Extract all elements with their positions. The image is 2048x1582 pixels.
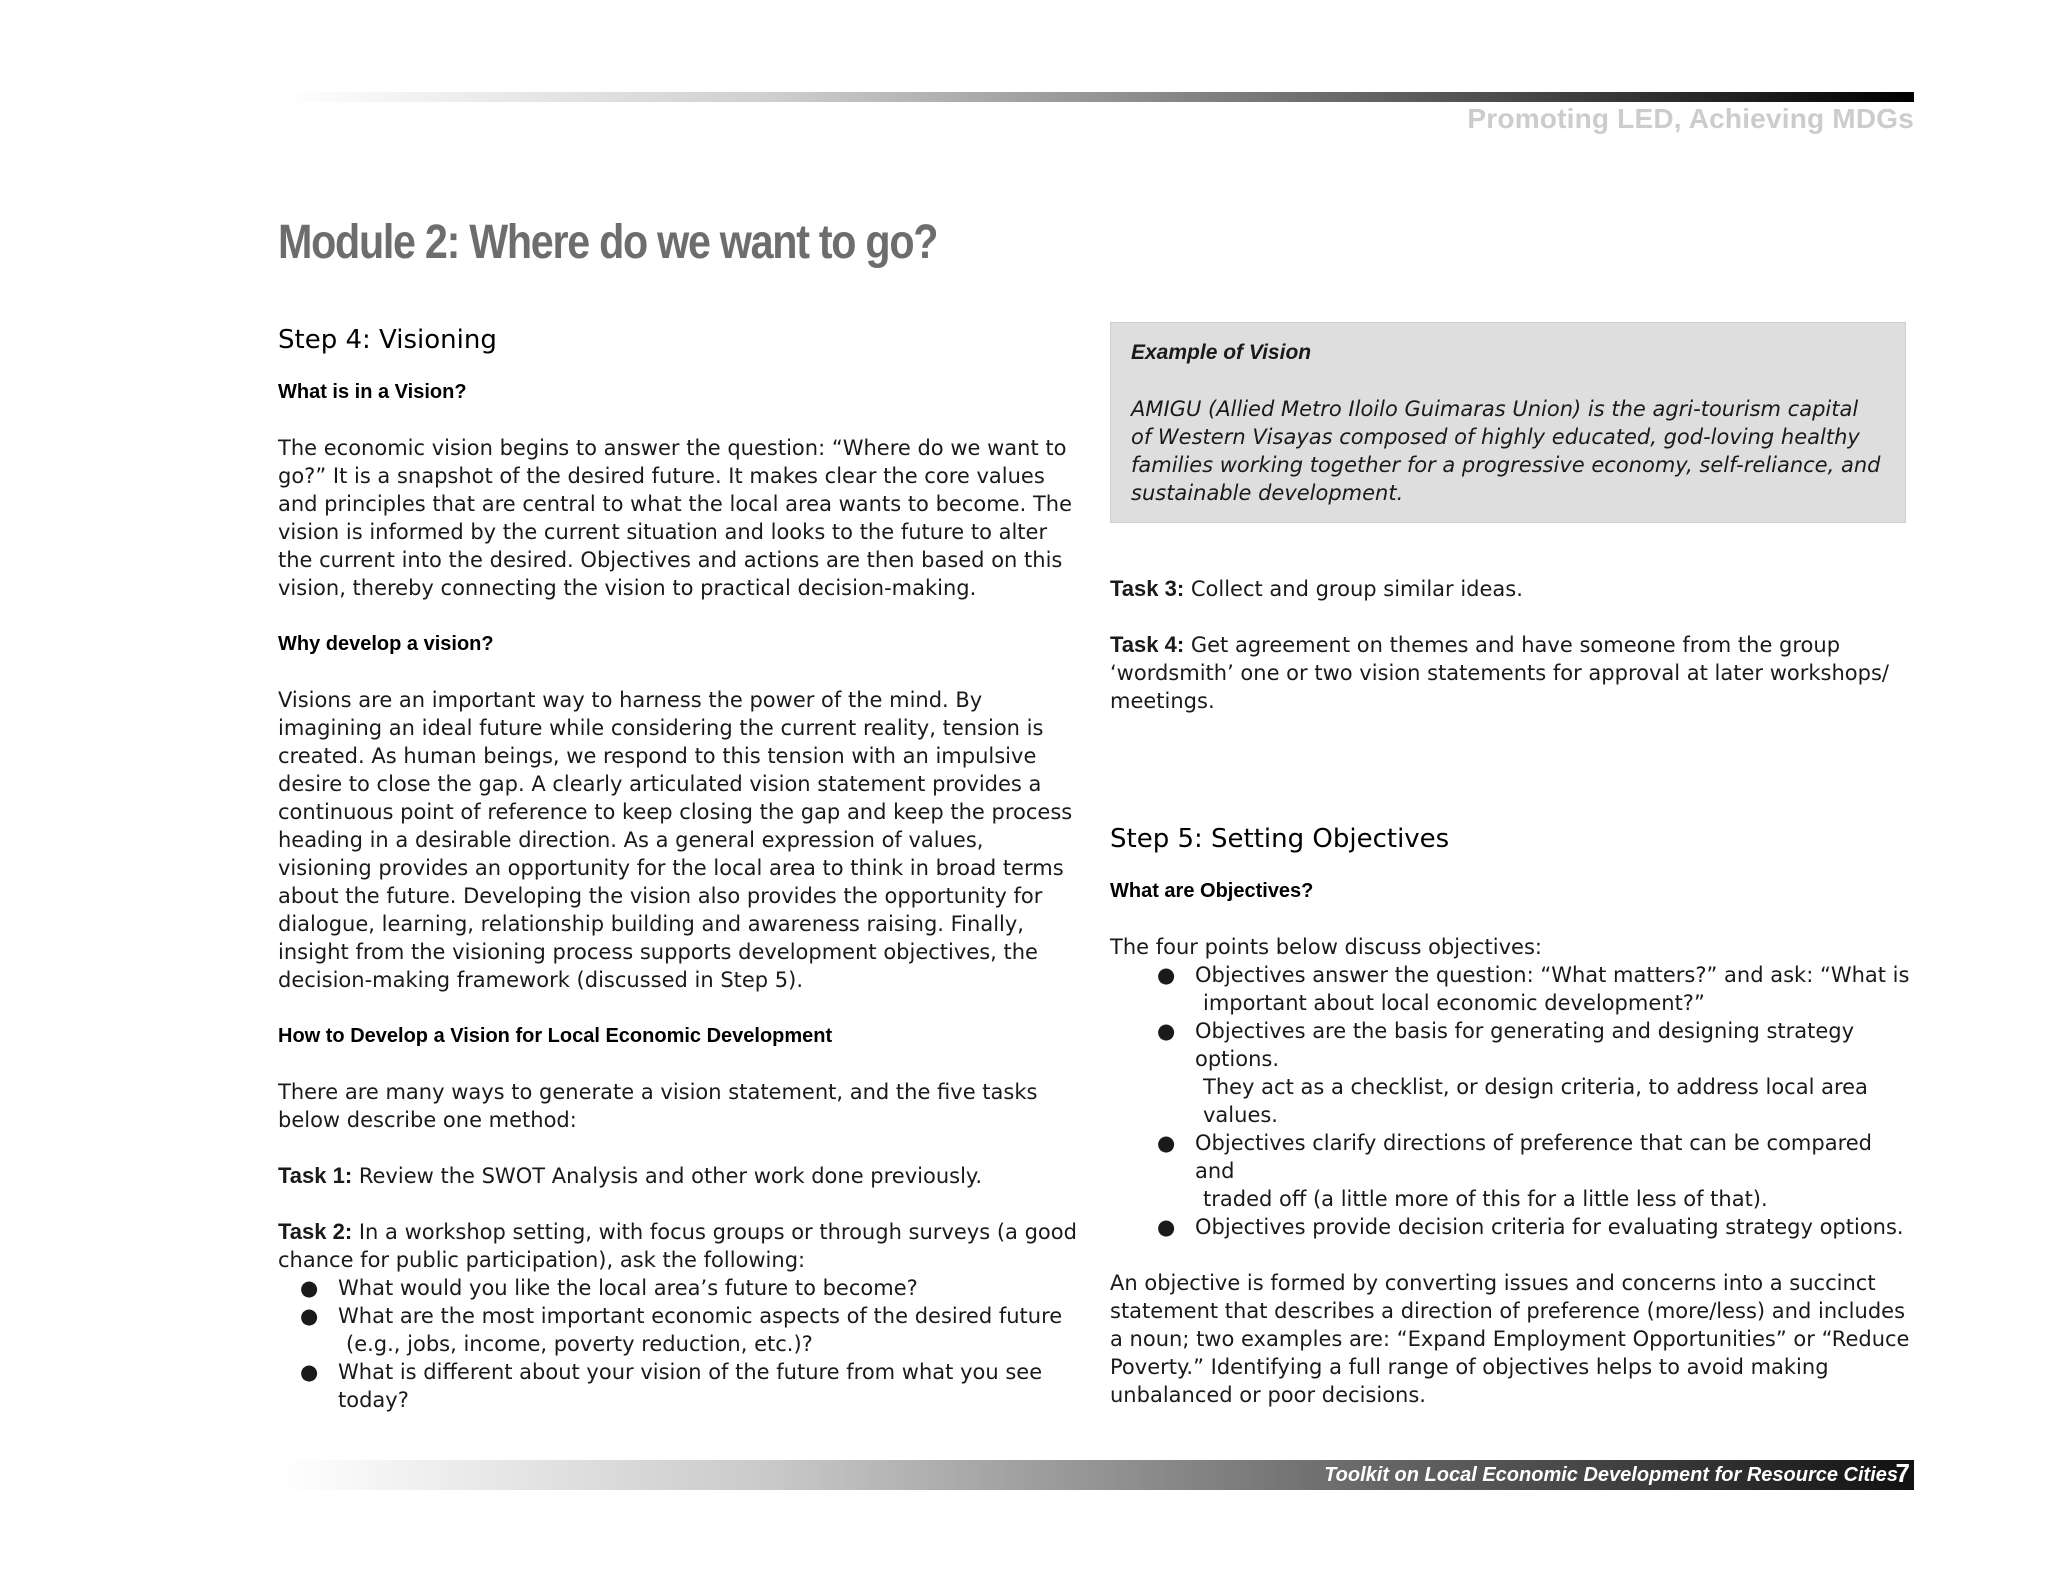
objective-paragraph: An objective is formed by converting issues and concerns into a succinct statement that describes a direction of preference (more/less) and includes a noun; two examples are: “Expand Employment Opportunities” or “Reduce Poverty.” Identifying a full range of objectives helps to avoid making unbalanced or poor decisions. <box>1110 1271 1910 1407</box>
header-rule <box>280 92 1914 102</box>
task3 <box>1110 575 1910 603</box>
bullet-icon: ● <box>1157 963 1176 987</box>
list-item: ● What would you like the local area’s future to become? <box>300 1276 918 1300</box>
right-column <box>1110 322 1910 1409</box>
bullet-icon: ● <box>300 1360 319 1384</box>
list-item: ● Objectives provide decision criteria for evaluating strategy options. <box>1157 1215 1904 1239</box>
what-heading: What is in a Vision? <box>278 381 467 403</box>
task4-text: Get agreement on themes and have someone from the group ‘wordsmith’ one or two vision statements for approval at later workshops/ meetings. <box>1110 633 1889 713</box>
footer-title: Toolkit on Local Economic Development for Resource Cities <box>1324 1464 1898 1486</box>
objectives-bullet-list <box>1110 961 1910 1241</box>
task2-bullet-list <box>278 1274 1078 1414</box>
step4-title: Step 4: Visioning <box>278 325 497 355</box>
task4 <box>1110 631 1910 715</box>
objectives-heading: What are Objectives? <box>1110 880 1314 902</box>
bullet-icon: ● <box>300 1276 319 1300</box>
left-column <box>278 322 1078 1414</box>
example-text: AMIGU (Allied Metro Iloilo Guimaras Union) is the agri-tourism capital of Western Visayas composed of highly educated, god-loving healthy families working together for a progressive economy, self-reliance, and sustainable development. <box>1131 397 1881 505</box>
why-heading: Why develop a vision? <box>278 633 494 655</box>
step5-title: Step 5: Setting Objectives <box>1110 824 1450 854</box>
list-item: ● Objectives are the basis for generating and designing strategy options. They act as a checklist, or design criteria, to address local area values. <box>1157 1019 1868 1127</box>
list-item: ● Objectives answer the question: “What matters?” and ask: “What is important about local economic development?” <box>1157 963 1910 1015</box>
list-item: ● What are the most important economic aspects of the desired future (e.g., jobs, income, poverty reduction, etc.)? <box>300 1304 1063 1356</box>
task1 <box>278 1162 1078 1190</box>
how-paragraph: There are many ways to generate a vision statement, and the five tasks below describe one method: <box>278 1080 1038 1132</box>
bullet-icon: ● <box>1157 1215 1176 1239</box>
task4-label: Task 4: <box>1110 632 1185 657</box>
task3-text: Collect and group similar ideas. <box>1184 577 1523 601</box>
task2-text: In a workshop setting, with focus groups or through surveys (a good chance for public participation), ask the following: <box>278 1220 1077 1272</box>
list-item: ● What is different about your vision of the future from what you see today? <box>300 1360 1043 1412</box>
task1-text: Review the SWOT Analysis and other work done previously. <box>352 1164 983 1188</box>
bullet-icon: ● <box>1157 1019 1176 1043</box>
running-head: Promoting LED, Achieving MDGs <box>1467 103 1914 134</box>
bullet-icon: ● <box>1157 1131 1176 1155</box>
task1-label: Task 1: <box>278 1163 353 1188</box>
task2-label: Task 2: <box>278 1219 353 1244</box>
task3-label: Task 3: <box>1110 576 1185 601</box>
how-heading: How to Develop a Vision for Local Economic Development <box>278 1025 833 1047</box>
objectives-intro: The four points below discuss objectives: <box>1110 935 1542 959</box>
task2 <box>278 1218 1078 1274</box>
example-title: Example of Vision <box>1131 341 1312 364</box>
what-paragraph: The economic vision begins to answer the question: “Where do we want to go?” It is a snapshot of the desired future. It makes clear the core values and principles that are central to what the local area wants to become. The vision is informed by the current situation and looks to the future to alter the current into the desired. Objectives and actions are then based on this vision, thereby connecting the vision to practical decision-making. <box>278 436 1073 600</box>
why-paragraph: Visions are an important way to harness the power of the mind. By imagining an ideal future while considering the current reality, tension is created. As human beings, we respond to this tension with an impulsive desire to close the gap. A clearly articulated vision statement provides a continuous point of reference to keep closing the gap and keep the process heading in a desirable direction. As a general expression of values, visioning provides an opportunity for the local area to think in broad terms about the future. Developing the vision also provides the opportunity for dialogue, learning, relationship building and awareness raising. Finally, insight from the visioning process supports development objectives, the decision-making framework (discussed in Step 5). <box>278 688 1073 992</box>
list-item: ● Objectives clarify directions of preference that can be compared and traded off (a little more of this for a little less of that). <box>1157 1131 1872 1211</box>
page-number: 7 <box>1895 1458 1910 1488</box>
example-vision-box <box>1110 322 1906 523</box>
module-title: Module 2: Where do we want to go? <box>278 216 938 269</box>
bullet-icon: ● <box>300 1304 319 1328</box>
